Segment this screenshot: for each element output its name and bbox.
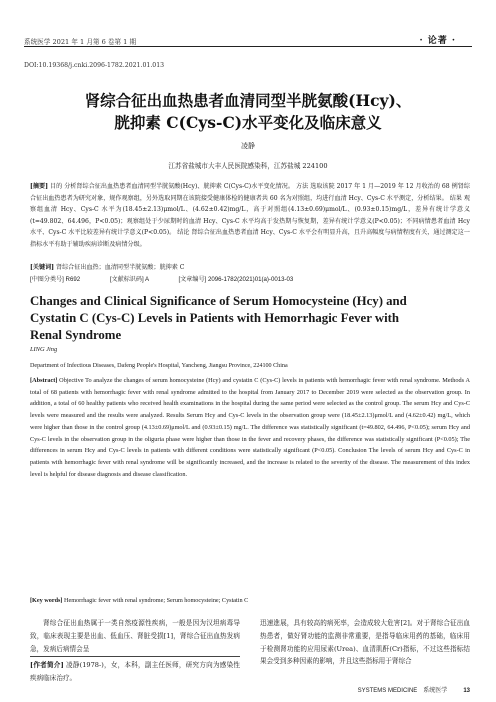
affiliation-en: Department of Infectious Diseases, Dafeng People's Hospital, Yancheng, Jiangsu Province, 224100 China xyxy=(30,363,288,369)
header-rule xyxy=(24,46,472,47)
affiliation-cn: 江苏省盐城市大丰人民医院感染科，江苏盐城 224100 xyxy=(168,162,328,170)
abstract-en-text: Objective To analyze the changes of serum homocysteine (Hcy) and cystatin C (Cys-C) levels in patients with hemorrhagic fever with renal syndrome. Methods A total of 68 patients with hemorrhagic fever with renal syndrome admitted to the hospital from January 2017 to December 2019 were selected as the observation group. In addition, a total of 60 healthy patients who received health examinations in the hospital during the same period were selected as the control group. The serum Hcy and Cys-C levels were measured and the results were analyzed. Results Serum Hcy and Cys-C levels in the observation group were (18.45±2.13)μmol/L and (4.62±0.42) mg/L, which were higher than those in the control group (4.13±0.69)μmol/L and (0.93±0.15) mg/L. The difference was statistically significant (t=49.802, 64.496, P<0.05); serum Hcy and Cys-C levels in the observation group in the oliguria phase were higher than those in the fever and recovery phases, the difference was statistically significant (P<0.05); The differences in serum Hcy and Cys-C levels in patients with different conditions were statistically significant (P<0.05). Conclusion The levels of serum Hcy and Cys-C in patients with hemorrhagic fever with renal syndrome will be significantly increased, and the increase is related to the severity of the disease. The measurement of this index level is helpful for disease diagnosis and disease classification. xyxy=(30,377,470,478)
author-cn: 凌静 xyxy=(241,142,255,150)
document-code: [文献标识码] A xyxy=(109,276,149,283)
title-en-line2: Cystatin C (Cys-C) Levels in Patients with Hemorrhagic Fever with xyxy=(30,311,400,325)
footer-journal-cn: 系统医学 xyxy=(423,688,448,694)
body-left-paragraph: 肾综合征出血热属于一类自然疫源性疾病，一般是因为汉坦病毒导致，临床表现主要是出血、低血压、肾脏受损[1]，肾综合征出血热发病急，发病后病情会呈 xyxy=(30,619,240,653)
keywords-cn-text: 肾综合征出血热；血清同型半胱氨酸；胱抑素 C xyxy=(54,264,185,271)
keywords-cn xyxy=(30,262,470,274)
abstract-cn-label: [摘要] xyxy=(30,183,49,190)
title-en-line3: Renal Syndrome xyxy=(30,328,122,342)
title-en-line1: Changes and Clinical Significance of Serum Homocysteine (Hcy) and xyxy=(30,294,407,308)
body-right-column xyxy=(260,617,470,668)
footnote-rule xyxy=(30,656,240,657)
keywords-en-label: [Key words] xyxy=(30,597,63,604)
keywords-en-text: Hemorrhagic fever with renal syndrome; Serum homocysteine; Cystatin C xyxy=(62,597,249,604)
clc-number: [中图分类号] R692 xyxy=(30,276,81,283)
author-note xyxy=(30,659,240,685)
abstract-cn xyxy=(30,181,470,251)
title-cn-line2: 胱抑素 C(Cys-C)水平变化及临床意义 xyxy=(114,113,382,132)
footer-journal-en: SYSTEMS MEDICINE xyxy=(357,688,418,694)
body-right-paragraph: 迅速進展，具有较高的病死率，会造成较大危害[2]。对于肾综合征出血热患者，做好肾功能的监测非常重要，是指导临床用药的基础，临床用于检测肾功能的应用尿素(Urea)、血清肌酐(Cr)指标，不过这些指标结果会受到多种因素的影响，并且这些指标用于肾综合 xyxy=(260,619,470,666)
body-left-column xyxy=(30,617,240,655)
doi: DOI:10.19368/j.cnki.2096-1782.2021.01.013 xyxy=(24,62,165,69)
page-footer xyxy=(358,685,470,694)
abstract-en-label: [Abstract] xyxy=(30,377,58,384)
author-note-label: [作者简介] xyxy=(30,661,64,669)
classification-line xyxy=(30,274,470,286)
keywords-cn-label: [关键词] xyxy=(30,264,55,271)
article-number: [文章编号] 2096-1782(2021)01(a)-0013-03 xyxy=(178,276,294,283)
journal-issue-line: 系统医学 2021 年 1 月第 6 卷第 1 期 xyxy=(24,38,137,46)
author-en: LING Jing xyxy=(30,346,58,353)
keywords-en xyxy=(30,597,470,604)
abstract-en xyxy=(30,375,470,480)
title-cn-line1: 肾综合征出血热患者血清同型半胱氨酸(Hcy)、 xyxy=(84,91,412,110)
author-note-text: 凌静(1978-)，女，本科，副主任医师，研究方向为感染性疾病临床治疗。 xyxy=(30,661,240,682)
abstract-cn-text: 目的 分析肾综合征出血热患者血清同型半胱氨酸(Hcy)、胱抑素 C(Cys-C)水平变化情况。 方法 选取该院 2017 年 1 月—2019 年 12 月收治的 68 例肾综合征出血热患者为研究对象，规作观察组，另外选取同期在该院接受健康体检的健康者共 60 名为对照组，均进行血清 Hcy、Cys-C 水平测定，分析结果。 结果 观察组血清 Hcy、Cys-C 水平为(18.45±2.13)μmol/L、(4.62±0.42)mg/L，高于对照组(4.13±0.69)μmol/L、(0.93±0.15)mg/L，差异有统计学意义(t=49.802、64.496，P<0.05)；观察组处于少尿期时的血清 Hcy、Cys-C 水平均高于发热期与恢复期，差异有统计学意义(P<0.05)；不同病情患者血清 Hcy 水平、Cys-C 水平比较差异有统计学意义(P<0.05)。 结论 肾综合征出血热患者血清 Hcy、Cys-C 水平会有明显升高，且升高幅度与病情程度有关，通过测定这一指标水平有助于辅助疾病诊断及病情分级。 xyxy=(30,183,470,248)
page-number: 13 xyxy=(463,688,470,694)
column-label: · 论著 · xyxy=(419,36,456,46)
